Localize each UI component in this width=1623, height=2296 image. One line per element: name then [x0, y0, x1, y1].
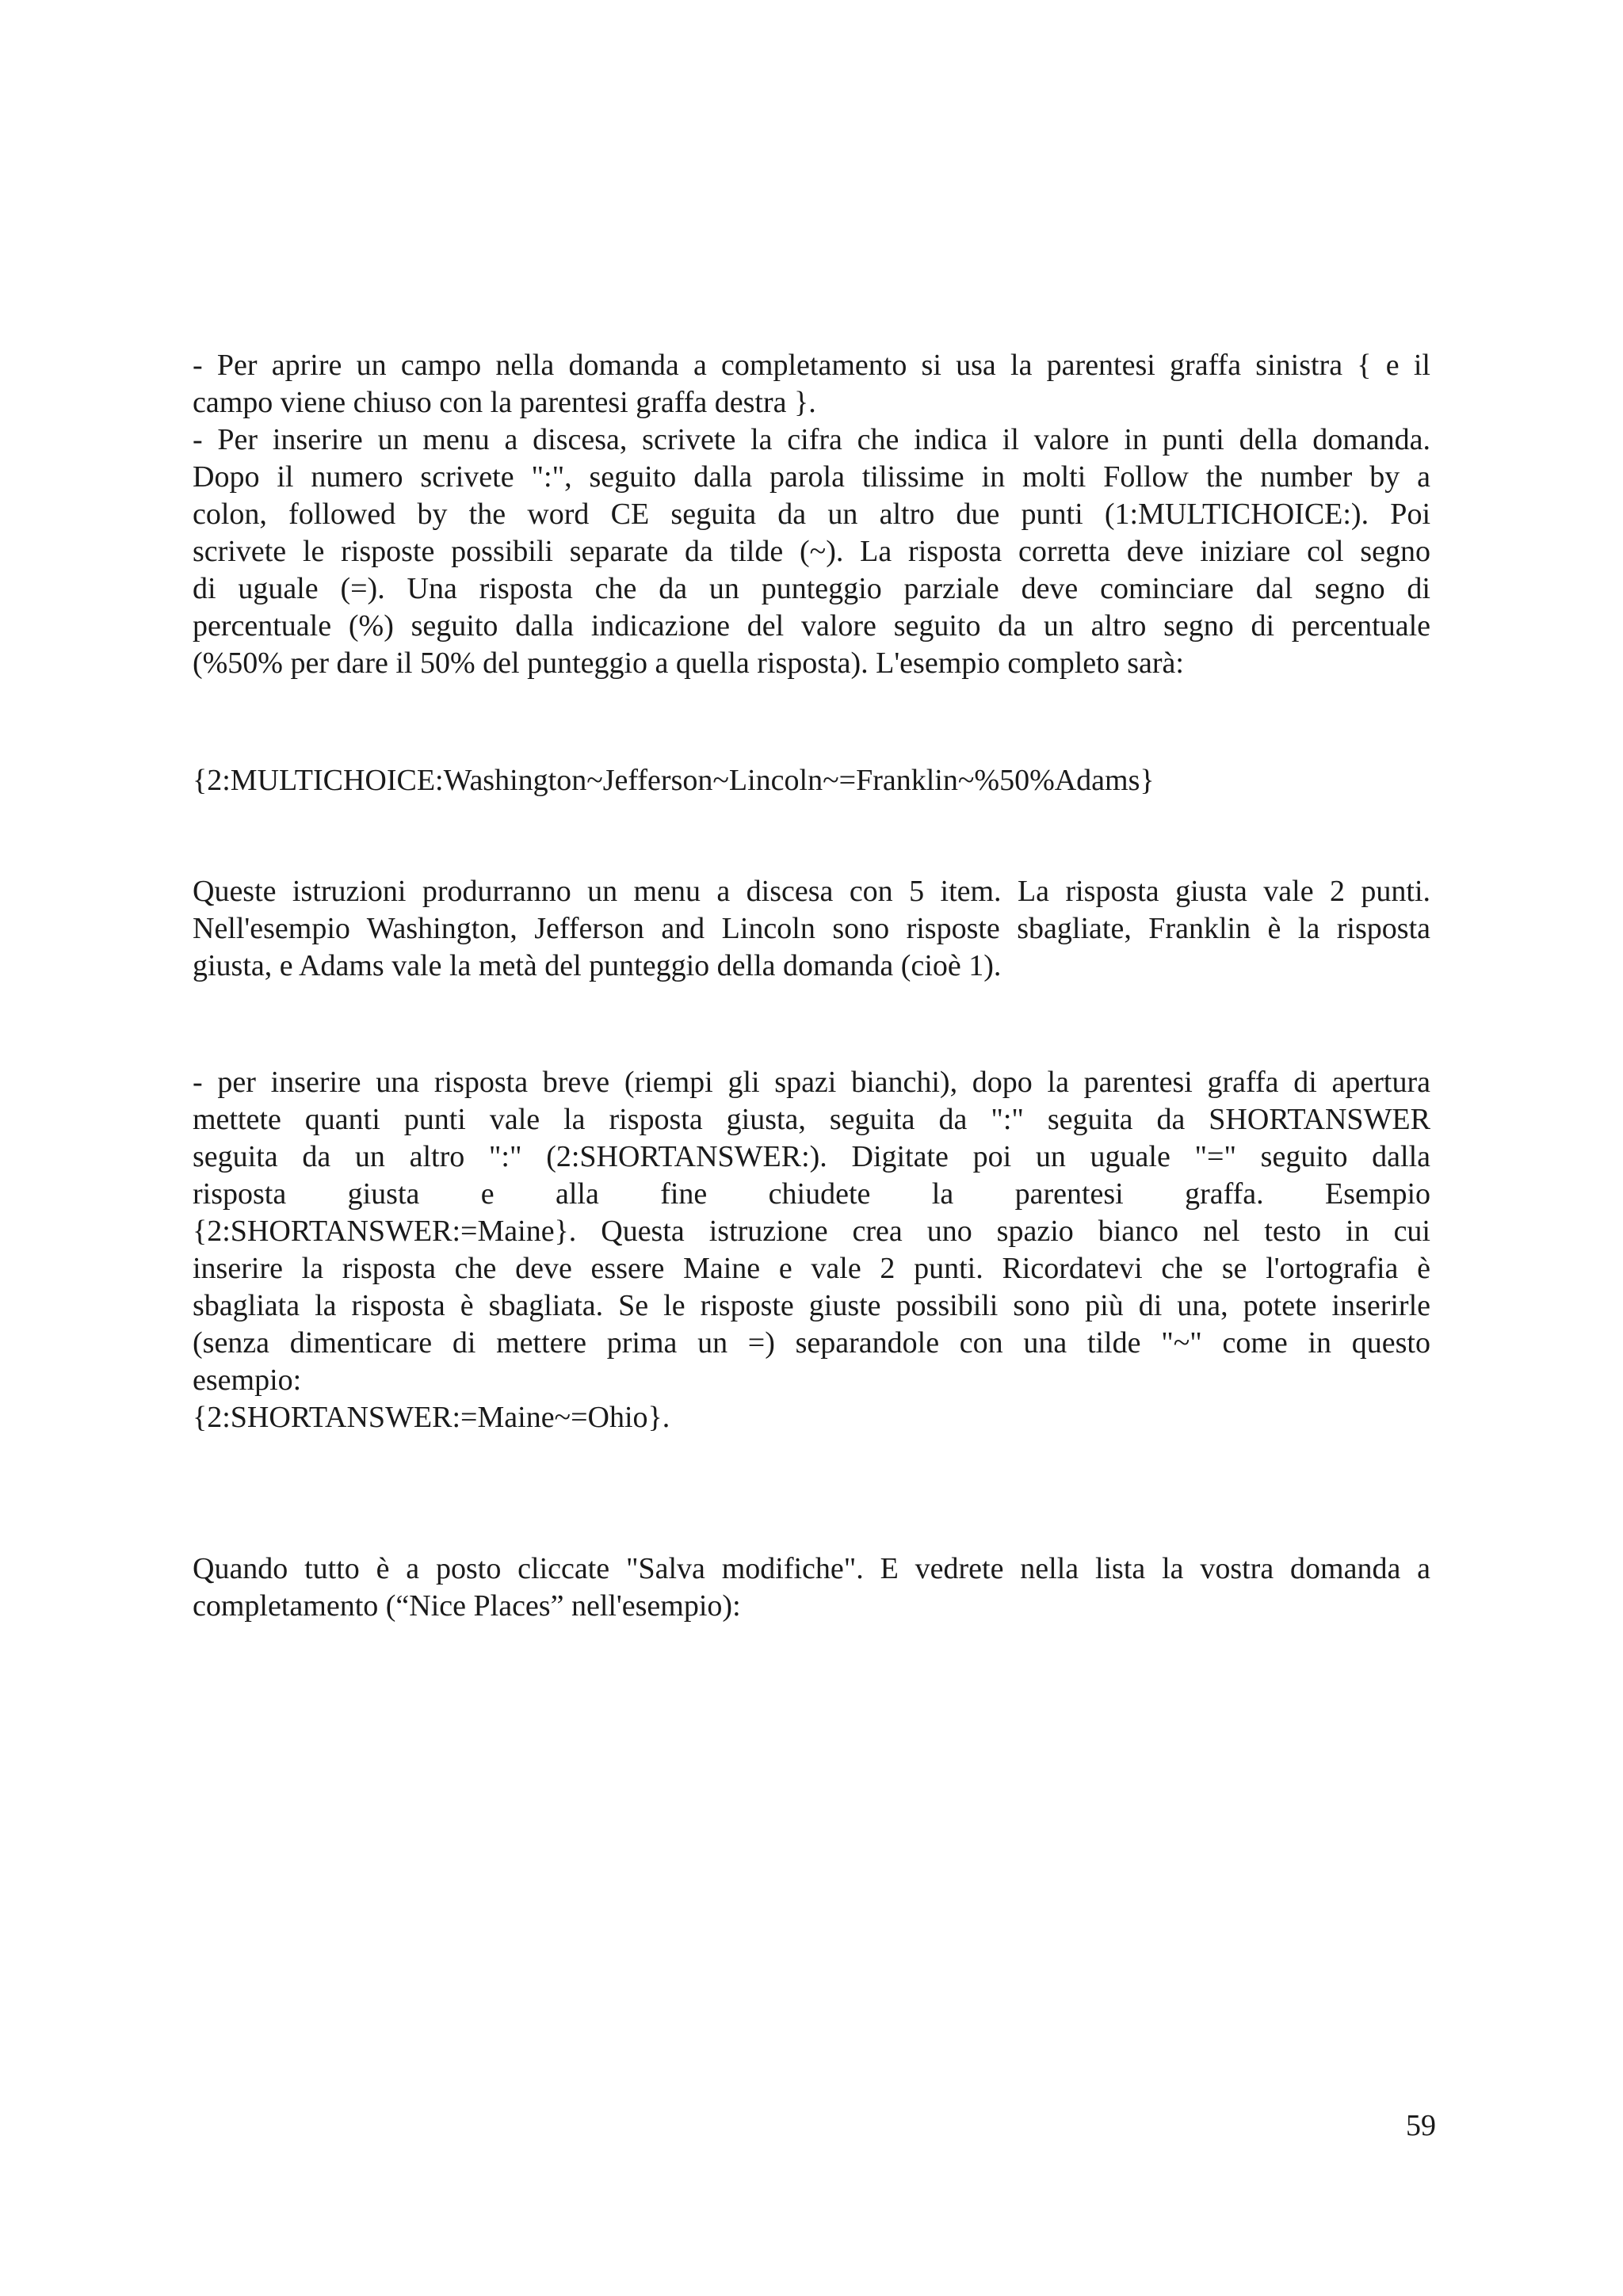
shortanswer-paragraph	[193, 1064, 1430, 1436]
code-example-line: {2:MULTICHOICE:Washington~Jefferson~Lincoln~=Franklin~%50%Adams}	[193, 764, 1155, 797]
text-line: Queste istruzioni produrranno un menu a discesa con 5 item. La risposta giusta vale 2 punti.	[193, 875, 1430, 908]
text-line: - per inserire una risposta breve (riempi gli spazi bianchi), dopo la parentesi graffa di apertura	[193, 1066, 1430, 1099]
text-line: sbagliata la risposta è sbagliata. Se le risposte giuste possibili sono più di una, potete inserirle	[193, 1289, 1430, 1322]
intro-paragraph	[193, 347, 1430, 682]
text-line: scrivete le risposte possibili separate da tilde (~). La risposta corretta deve iniziare col segno	[193, 535, 1430, 568]
page-number: 59	[1406, 2109, 1436, 2142]
text-line: seguita da un altro ":" (2:SHORTANSWER:). Digitate poi un uguale "=" seguito dalla	[193, 1140, 1430, 1173]
text-line: completamento (“Nice Places” nell'esempio):	[193, 1589, 741, 1623]
text-line: risposta giusta e alla fine chiudete la parentesi graffa. Esempio	[193, 1177, 1430, 1211]
text-line: giusta, e Adams vale la metà del punteggio della domanda (cioè 1).	[193, 949, 1002, 982]
text-line: - Per aprire un campo nella domanda a completamento si usa la parentesi graffa sinistra { e il	[193, 349, 1430, 382]
text-line: mettete quanti punti vale la risposta giusta, seguita da ":" seguita da SHORTANSWER	[193, 1103, 1430, 1136]
text-line: colon, followed by the word CE seguita da un altro due punti (1:MULTICHOICE:). Poi	[193, 498, 1430, 531]
multichoice-explanation-paragraph	[193, 873, 1430, 985]
multichoice-example	[193, 762, 1430, 799]
text-line: Dopo il numero scrivete ":", seguito dalla parola tilissime in molti Follow the number by a	[193, 460, 1430, 494]
text-line: campo viene chiuso con la parentesi graffa destra }.	[193, 386, 816, 419]
text-line: - Per inserire un menu a discesa, scrivete la cifra che indica il valore in punti della domanda.	[193, 423, 1430, 456]
text-line: (%50% per dare il 50% del punteggio a quella risposta). L'esempio completo sarà:	[193, 646, 1184, 680]
final-paragraph	[193, 1550, 1430, 1625]
text-line: Nell'esempio Washington, Jefferson and Lincoln sono risposte sbagliate, Franklin è la risposta	[193, 912, 1430, 945]
code-example-line: {2:SHORTANSWER:=Maine~=Ohio}.	[193, 1401, 670, 1434]
text-line: esempio:	[193, 1363, 302, 1397]
text-line: percentuale (%) seguito dalla indicazione del valore seguito da un altro segno di percentuale	[193, 609, 1430, 643]
text-line: (senza dimenticare di mettere prima un =) separandole con una tilde "~" come in questo	[193, 1326, 1430, 1360]
text-line: {2:SHORTANSWER:=Maine}. Questa istruzione crea uno spazio bianco nel testo in cui	[193, 1215, 1430, 1248]
text-line: di uguale (=). Una risposta che da un punteggio parziale deve cominciare dal segno di	[193, 572, 1430, 605]
text-line: Quando tutto è a posto cliccate "Salva modifiche". E vedrete nella lista la vostra domanda a	[193, 1552, 1430, 1585]
text-line: inserire la risposta che deve essere Maine e vale 2 punti. Ricordatevi che se l'ortografia è	[193, 1252, 1430, 1285]
